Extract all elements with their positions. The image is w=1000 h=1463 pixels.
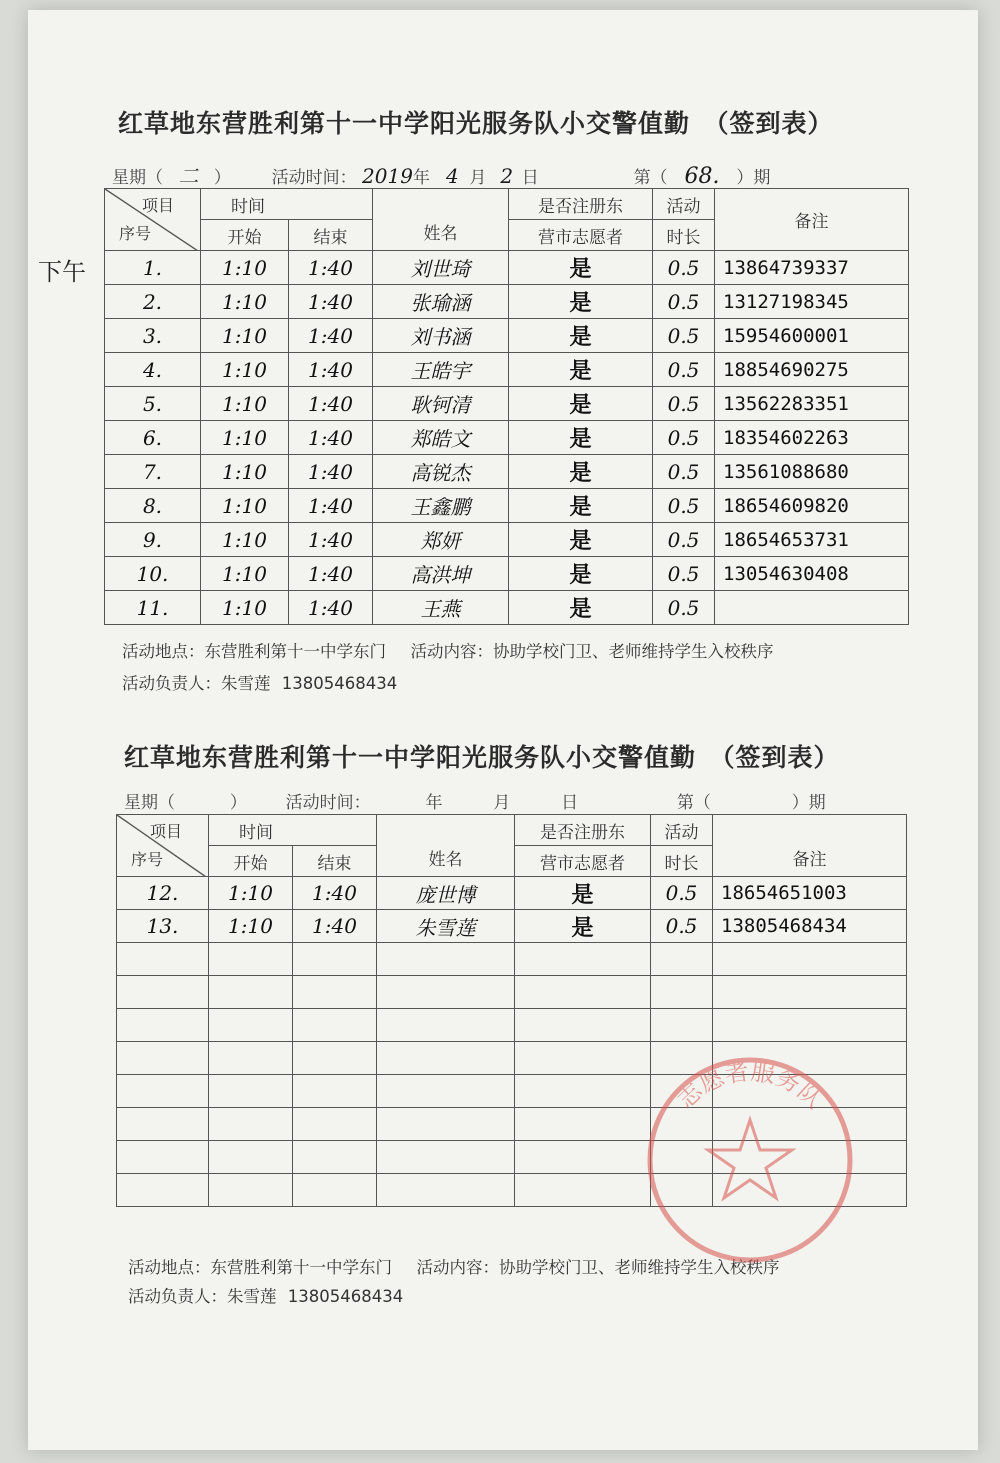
cell-reg: 是 — [509, 591, 653, 625]
cell-end: 1:40 — [289, 251, 373, 285]
cell-remark: 18854690275 — [715, 353, 909, 387]
period-label: 第（ — [633, 168, 668, 188]
content-value: 协助学校门卫、老师维持学生入校秩序 — [493, 642, 774, 661]
cell-seq — [117, 1141, 209, 1174]
cell-reg: 是 — [509, 319, 653, 353]
cell-end — [293, 1108, 377, 1141]
cell-reg: 是 — [509, 387, 653, 421]
weekday-label: 星期（ — [124, 793, 175, 813]
header-end: 结束 — [289, 220, 373, 251]
cell-name — [377, 1075, 515, 1108]
year-value: 2019 — [362, 164, 413, 188]
sheet1-footer-line1 — [122, 638, 774, 662]
cell-end — [293, 1174, 377, 1207]
cell-end: 1:40 — [289, 591, 373, 625]
cell-dur: 0.5 — [653, 353, 715, 387]
cell-dur — [651, 943, 713, 976]
header-remark: 备注 — [713, 815, 907, 877]
cell-seq — [117, 1174, 209, 1207]
cell-start: 1:10 — [209, 877, 293, 910]
cell-name: 朱雪莲 — [377, 910, 515, 943]
cell-start: 1:10 — [201, 421, 289, 455]
cell-name: 郑妍 — [373, 523, 509, 557]
cell-dur: 0.5 — [653, 387, 715, 421]
cell-seq: 1. — [105, 251, 201, 285]
content-label: 活动内容： — [410, 642, 493, 661]
sheet2-title: 红草地东营胜利第十一中学阳光服务队小交警值勤 （签到表） — [124, 743, 840, 772]
table-row — [117, 910, 907, 943]
header-duration-1: 活动 — [653, 189, 715, 220]
header-name: 姓名 — [377, 815, 515, 877]
cell-remark: 13127198345 — [715, 285, 909, 319]
day-suffix: 日 — [521, 168, 539, 188]
table-row — [105, 523, 909, 557]
cell-remark: 13864739337 — [715, 251, 909, 285]
cell-name: 郑皓文 — [373, 421, 509, 455]
cell-seq — [117, 943, 209, 976]
cell-name: 耿钶清 — [373, 387, 509, 421]
cell-seq — [117, 976, 209, 1009]
table-row — [117, 943, 907, 976]
cell-reg: 是 — [509, 353, 653, 387]
cell-end — [293, 1075, 377, 1108]
table-row — [105, 489, 909, 523]
cell-start: 1:10 — [201, 353, 289, 387]
table-row — [105, 455, 909, 489]
margin-note-afternoon: 下午 — [38, 258, 86, 286]
stamp-text: 志愿者服务队 — [671, 1057, 829, 1115]
cell-seq: 9. — [105, 523, 201, 557]
period-suffix: ）期 — [791, 793, 826, 813]
cell-start: 1:10 — [201, 523, 289, 557]
location-label: 活动地点： — [128, 1258, 211, 1277]
cell-seq: 8. — [105, 489, 201, 523]
header-seq: 序号 — [131, 850, 164, 869]
cell-dur — [651, 976, 713, 1009]
month-suffix: 月 — [469, 168, 487, 188]
cell-seq — [117, 1108, 209, 1141]
header-seq: 序号 — [119, 224, 152, 243]
header-time: 时间 — [201, 189, 373, 220]
table-row — [105, 387, 909, 421]
period-suffix: ）期 — [736, 168, 771, 188]
cell-end: 1:40 — [289, 319, 373, 353]
cell-end: 1:40 — [289, 421, 373, 455]
header-registered-1: 是否注册东 — [509, 189, 653, 220]
period-value: 68. — [684, 164, 720, 189]
header-duration-2: 时长 — [653, 220, 715, 251]
cell-name: 高洪坤 — [373, 557, 509, 591]
year-suffix: 年 — [425, 793, 443, 813]
cell-end: 1:40 — [289, 489, 373, 523]
cell-remark: 15954600001 — [715, 319, 909, 353]
time-label: 活动时间： — [271, 168, 357, 188]
header-registered-2: 营市志愿者 — [509, 220, 653, 251]
weekday-label: 星期（ — [112, 168, 163, 188]
cell-reg — [515, 1042, 651, 1075]
cell-dur: 0.5 — [653, 489, 715, 523]
header-remark: 备注 — [715, 189, 909, 251]
cell-seq: 3. — [105, 319, 201, 353]
cell-end — [293, 1042, 377, 1075]
content-value: 协助学校门卫、老师维持学生入校秩序 — [499, 1258, 780, 1277]
time-label: 活动时间： — [285, 793, 371, 813]
cell-start — [209, 1141, 293, 1174]
cell-reg: 是 — [515, 910, 651, 943]
sheet2-info-line — [124, 788, 826, 813]
weekday-suffix: ） — [213, 168, 231, 188]
cell-remark: 18654651003 — [713, 877, 907, 910]
cell-reg — [515, 1174, 651, 1207]
cell-end: 1:40 — [293, 910, 377, 943]
cell-dur: 0.5 — [653, 557, 715, 591]
cell-seq: 10. — [105, 557, 201, 591]
cell-dur: 0.5 — [653, 455, 715, 489]
cell-start: 1:10 — [201, 251, 289, 285]
cell-name — [377, 1108, 515, 1141]
sheet1-table — [104, 188, 909, 625]
cell-remark: 13561088680 — [715, 455, 909, 489]
period-label: 第（ — [676, 793, 711, 813]
cell-reg — [515, 943, 651, 976]
header-registered-1: 是否注册东 — [515, 815, 651, 846]
cell-dur: 0.5 — [653, 591, 715, 625]
location-value: 东营胜利第十一中学东门 — [204, 642, 386, 661]
table-row — [105, 591, 909, 625]
cell-remark — [713, 1009, 907, 1042]
cell-end — [293, 1141, 377, 1174]
day-suffix: 日 — [561, 793, 579, 813]
cell-end — [293, 943, 377, 976]
header-duration-2: 时长 — [651, 846, 713, 877]
volunteer-seal-stamp — [640, 1050, 860, 1270]
cell-start — [209, 1042, 293, 1075]
cell-dur: 0.5 — [651, 877, 713, 910]
cell-start — [209, 943, 293, 976]
manager-value: 朱雪莲 — [221, 674, 271, 693]
cell-start — [209, 1174, 293, 1207]
header-item: 项目 — [141, 196, 174, 215]
table-row — [117, 976, 907, 1009]
cell-start: 1:10 — [209, 910, 293, 943]
table-row — [105, 319, 909, 353]
cell-end: 1:40 — [289, 387, 373, 421]
cell-remark — [713, 976, 907, 1009]
cell-start — [209, 1009, 293, 1042]
cell-start: 1:10 — [201, 591, 289, 625]
cell-reg: 是 — [509, 523, 653, 557]
header-start: 开始 — [209, 846, 293, 877]
cell-start — [209, 976, 293, 1009]
cell-name — [377, 976, 515, 1009]
cell-start — [209, 1075, 293, 1108]
cell-name: 庞世博 — [377, 877, 515, 910]
sheet1-title: 红草地东营胜利第十一中学阳光服务队小交警值勤 （签到表） — [118, 109, 834, 138]
manager-label: 活动负责人： — [128, 1287, 227, 1306]
sheet1-info-line — [112, 160, 770, 189]
cell-remark: 18654609820 — [715, 489, 909, 523]
location-value: 东营胜利第十一中学东门 — [210, 1258, 392, 1277]
cell-end: 1:40 — [289, 557, 373, 591]
cell-reg — [515, 1141, 651, 1174]
cell-dur: 0.5 — [653, 285, 715, 319]
cell-seq: 7. — [105, 455, 201, 489]
header-duration-1: 活动 — [651, 815, 713, 846]
cell-remark: 13562283351 — [715, 387, 909, 421]
cell-dur — [651, 1009, 713, 1042]
cell-name: 王皓宇 — [373, 353, 509, 387]
cell-reg: 是 — [509, 421, 653, 455]
cell-name: 刘书涵 — [373, 319, 509, 353]
table-row — [117, 1009, 907, 1042]
cell-name — [377, 1141, 515, 1174]
location-label: 活动地点： — [122, 642, 205, 661]
cell-end: 1:40 — [289, 353, 373, 387]
cell-name — [377, 1042, 515, 1075]
cell-seq: 2. — [105, 285, 201, 319]
cell-end — [293, 1009, 377, 1042]
header-item: 项目 — [149, 822, 182, 841]
cell-name — [377, 1009, 515, 1042]
cell-remark: 13054630408 — [715, 557, 909, 591]
cell-seq: 13. — [117, 910, 209, 943]
cell-dur: 0.5 — [651, 910, 713, 943]
header-start: 开始 — [201, 220, 289, 251]
table-row — [105, 557, 909, 591]
header-name: 姓名 — [373, 189, 509, 251]
table-row — [105, 251, 909, 285]
cell-dur: 0.5 — [653, 319, 715, 353]
cell-dur: 0.5 — [653, 421, 715, 455]
cell-seq — [117, 1009, 209, 1042]
cell-dur: 0.5 — [653, 523, 715, 557]
cell-reg: 是 — [515, 877, 651, 910]
cell-start: 1:10 — [201, 387, 289, 421]
cell-end: 1:40 — [289, 285, 373, 319]
cell-reg: 是 — [509, 285, 653, 319]
cell-remark — [715, 591, 909, 625]
table-row — [117, 877, 907, 910]
table-row — [105, 285, 909, 319]
cell-reg: 是 — [509, 557, 653, 591]
cell-seq — [117, 1042, 209, 1075]
year-suffix: 年 — [412, 168, 430, 188]
cell-end — [293, 976, 377, 1009]
cell-seq: 4. — [105, 353, 201, 387]
cell-start — [209, 1108, 293, 1141]
cell-remark — [713, 943, 907, 976]
cell-reg: 是 — [509, 489, 653, 523]
cell-start: 1:10 — [201, 285, 289, 319]
cell-name — [377, 1174, 515, 1207]
header-item-seq — [105, 189, 201, 251]
cell-dur: 0.5 — [653, 251, 715, 285]
manager-value: 朱雪莲 — [227, 1287, 277, 1306]
cell-seq — [117, 1075, 209, 1108]
manager-label: 活动负责人： — [122, 674, 221, 693]
weekday-value: 二 — [178, 164, 199, 188]
day-value: 2 — [500, 164, 514, 188]
header-item-seq — [117, 815, 209, 877]
cell-end: 1:40 — [289, 455, 373, 489]
cell-seq: 11. — [105, 591, 201, 625]
cell-end: 1:40 — [289, 523, 373, 557]
cell-end: 1:40 — [293, 877, 377, 910]
cell-remark: 18354602263 — [715, 421, 909, 455]
cell-name: 高锐杰 — [373, 455, 509, 489]
header-end: 结束 — [293, 846, 377, 877]
cell-reg: 是 — [509, 251, 653, 285]
sheet2-footer-line2 — [128, 1283, 403, 1307]
month-suffix: 月 — [493, 793, 511, 813]
cell-start: 1:10 — [201, 319, 289, 353]
sheet1-footer-line2 — [122, 670, 397, 694]
cell-start: 1:10 — [201, 455, 289, 489]
cell-reg — [515, 1108, 651, 1141]
cell-name — [377, 943, 515, 976]
cell-name: 张瑜涵 — [373, 285, 509, 319]
header-time: 时间 — [209, 815, 377, 846]
cell-start: 1:10 — [201, 557, 289, 591]
cell-name: 王鑫鹏 — [373, 489, 509, 523]
content-label: 活动内容： — [416, 1258, 499, 1277]
cell-name: 刘世琦 — [373, 251, 509, 285]
month-value: 4 — [445, 164, 459, 188]
cell-reg — [515, 976, 651, 1009]
cell-name: 王燕 — [373, 591, 509, 625]
cell-seq: 6. — [105, 421, 201, 455]
cell-remark: 13805468434 — [713, 910, 907, 943]
cell-seq: 5. — [105, 387, 201, 421]
manager-phone: 13805468434 — [281, 674, 398, 693]
cell-reg: 是 — [509, 455, 653, 489]
cell-reg — [515, 1009, 651, 1042]
cell-seq: 12. — [117, 877, 209, 910]
header-registered-2: 营市志愿者 — [515, 846, 651, 877]
manager-phone: 13805468434 — [287, 1287, 404, 1306]
cell-start: 1:10 — [201, 489, 289, 523]
table-row — [105, 421, 909, 455]
weekday-suffix: ） — [229, 793, 247, 813]
cell-reg — [515, 1075, 651, 1108]
cell-remark: 18654653731 — [715, 523, 909, 557]
table-row — [105, 353, 909, 387]
